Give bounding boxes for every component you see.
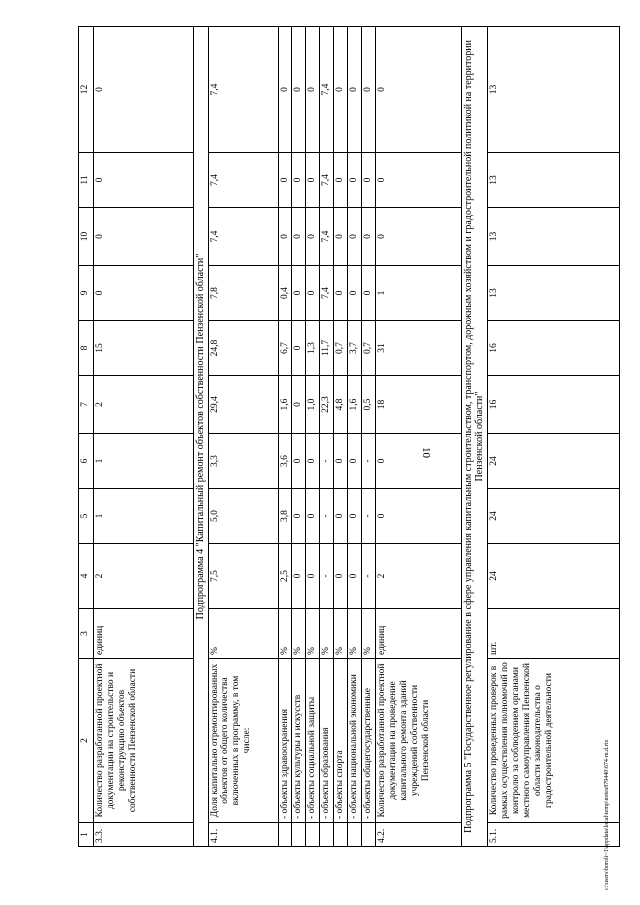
value-cell: 0 <box>348 27 362 153</box>
value-cell: 4,8 <box>334 376 348 434</box>
value-cell: 11,7 <box>320 321 334 376</box>
value-cell: 0 <box>348 208 362 266</box>
header-cell: 9 <box>79 266 94 321</box>
value-cell: 1,0 <box>306 376 320 434</box>
row-number <box>292 823 306 847</box>
value-cell: 7,4 <box>320 208 334 266</box>
section-row <box>194 27 209 847</box>
value-cell: 2 <box>94 544 194 609</box>
value-cell: 0 <box>292 544 306 609</box>
value-cell: 7,4 <box>208 153 278 208</box>
value-cell: 6,7 <box>278 321 292 376</box>
value-cell: 0 <box>375 489 461 544</box>
table-header-row <box>79 27 94 847</box>
section-row <box>461 27 487 847</box>
value-cell: 3,7 <box>348 321 362 376</box>
value-cell: 0 <box>292 27 306 153</box>
header-cell: 1 <box>79 823 94 847</box>
value-cell: 0 <box>334 27 348 153</box>
value-cell: 0 <box>306 153 320 208</box>
subrow <box>334 27 348 847</box>
row-number <box>320 823 334 847</box>
value-cell: 0 <box>334 544 348 609</box>
indicator-name: Доля капитально отремонтированных объектов от общего количества включенных в программу, в том числе: <box>208 659 278 823</box>
value-cell: 13 <box>487 266 619 321</box>
row-number <box>278 823 292 847</box>
value-cell: - <box>362 434 376 489</box>
indicator-name: - объекты здравоохранения <box>278 659 292 823</box>
value-cell: 15 <box>94 321 194 376</box>
value-cell: 22,3 <box>320 376 334 434</box>
value-cell: 0 <box>306 208 320 266</box>
indicator-name: - объекты культуры и искусств <box>292 659 306 823</box>
value-cell: 13 <box>487 208 619 266</box>
value-cell: 24 <box>487 434 619 489</box>
value-cell: 0 <box>306 266 320 321</box>
row-number <box>334 823 348 847</box>
header-cell: 3 <box>79 609 94 659</box>
value-cell: - <box>362 489 376 544</box>
unit-cell: % <box>306 609 320 659</box>
value-cell: 0 <box>348 544 362 609</box>
unit-cell: % <box>348 609 362 659</box>
value-cell: 0 <box>292 266 306 321</box>
value-cell: 0 <box>348 153 362 208</box>
header-cell: 12 <box>79 27 94 153</box>
value-cell: 0 <box>94 27 194 153</box>
subrow <box>362 27 376 847</box>
footer-path: c:\users\boroli~1\appdata\local\temp\notes879440\674-m.d.rtx <box>604 739 610 890</box>
indicator-name: - объекты образования <box>320 659 334 823</box>
value-cell: 7,4 <box>320 27 334 153</box>
value-cell: 0 <box>362 266 376 321</box>
unit-cell: шт. <box>487 609 619 659</box>
value-cell: 0 <box>292 489 306 544</box>
value-cell: 7,4 <box>208 208 278 266</box>
header-cell: 7 <box>79 376 94 434</box>
value-cell: 0 <box>94 208 194 266</box>
indicator-name: Количество проведенных проверок в рамках осуществления полномочий по контролю за соблюдением органами местного самоуправления Пензенской области законодательства о градостроительной деятельности <box>487 659 619 823</box>
row-number: 5.1. <box>487 823 619 847</box>
value-cell: 16 <box>487 376 619 434</box>
unit-cell: % <box>208 609 278 659</box>
value-cell: 0 <box>375 434 461 489</box>
indicator-name: - объекты социальной защиты <box>306 659 320 823</box>
value-cell: 24 <box>487 489 619 544</box>
row-number: 3.3. <box>94 823 194 847</box>
value-cell: 3,6 <box>278 434 292 489</box>
row-number: 4.2. <box>375 823 461 847</box>
value-cell: 0,4 <box>278 266 292 321</box>
value-cell: 0 <box>292 153 306 208</box>
value-cell: 0 <box>375 27 461 153</box>
value-cell: 1 <box>94 489 194 544</box>
header-cell: 4 <box>79 544 94 609</box>
value-cell: 16 <box>487 321 619 376</box>
subrow <box>292 27 306 847</box>
unit-cell: % <box>278 609 292 659</box>
indicator-name: Количество разработанной проектной документации на строительство и реконструкцию объектов собственности Пензенской области <box>94 659 194 823</box>
header-cell: 8 <box>79 321 94 376</box>
value-cell: 2 <box>94 376 194 434</box>
unit-cell: единиц <box>375 609 461 659</box>
row-number <box>348 823 362 847</box>
value-cell: 13 <box>487 27 619 153</box>
unit-cell: % <box>292 609 306 659</box>
rotated-table-container <box>78 27 576 847</box>
value-cell: 0 <box>334 489 348 544</box>
header-cell: 5 <box>79 489 94 544</box>
value-cell: 7,5 <box>208 544 278 609</box>
value-cell: 0,7 <box>362 321 376 376</box>
value-cell: 0 <box>292 321 306 376</box>
value-cell: 0 <box>362 27 376 153</box>
value-cell: 0 <box>292 376 306 434</box>
value-cell: - <box>320 434 334 489</box>
value-cell: - <box>320 489 334 544</box>
row-number <box>306 823 320 847</box>
unit-cell: единиц <box>94 609 194 659</box>
subrow <box>348 27 362 847</box>
value-cell: 0 <box>292 208 306 266</box>
subrow <box>320 27 334 847</box>
value-cell: 13 <box>487 153 619 208</box>
indicator-name: Количество разработанной проектной документации на проведение капитального ремонта зданий учреждений собственности Пензенской области <box>375 659 461 823</box>
value-cell: 3,8 <box>278 489 292 544</box>
row-number <box>362 823 376 847</box>
value-cell: 0 <box>306 489 320 544</box>
header-cell: 6 <box>79 434 94 489</box>
indicator-name: - объекты общегосударственные <box>362 659 376 823</box>
value-cell: 0 <box>306 544 320 609</box>
value-cell: 0 <box>348 266 362 321</box>
value-cell: 0 <box>292 434 306 489</box>
value-cell: - <box>362 544 376 609</box>
value-cell: 0 <box>375 153 461 208</box>
value-cell: 0 <box>94 153 194 208</box>
value-cell: 7,4 <box>320 153 334 208</box>
value-cell: 1,3 <box>306 321 320 376</box>
indicator-name: - объекты спорта <box>334 659 348 823</box>
header-cell: 11 <box>79 153 94 208</box>
unit-cell: % <box>320 609 334 659</box>
header-cell: 10 <box>79 208 94 266</box>
value-cell: 24 <box>487 544 619 609</box>
subrow <box>278 27 292 847</box>
indicator-name: - объекты национальной экономики <box>348 659 362 823</box>
section-title: Подпрограмма 5 "Государственное регулирование в сфере управления капитальным строительством, транспортом, дорожным хозяйством и градостроительной политикой на территории Пензенской области" <box>461 27 487 847</box>
value-cell: 1,6 <box>278 376 292 434</box>
value-cell: 3,3 <box>208 434 278 489</box>
value-cell: 24,8 <box>208 321 278 376</box>
value-cell: 0 <box>334 266 348 321</box>
value-cell: 0 <box>306 27 320 153</box>
value-cell: 0 <box>348 434 362 489</box>
value-cell: 7,8 <box>208 266 278 321</box>
subrow <box>306 27 320 847</box>
table-row <box>208 27 278 847</box>
value-cell: 1 <box>94 434 194 489</box>
value-cell: 0 <box>334 434 348 489</box>
unit-cell: % <box>334 609 348 659</box>
value-cell: 18 <box>375 376 461 434</box>
table-row <box>94 27 194 847</box>
table-row <box>375 27 461 847</box>
value-cell: 0 <box>362 208 376 266</box>
value-cell: 0 <box>362 153 376 208</box>
value-cell: 31 <box>375 321 461 376</box>
page-number: 10 <box>420 447 432 458</box>
value-cell: 5,0 <box>208 489 278 544</box>
value-cell: 0 <box>348 489 362 544</box>
unit-cell: % <box>362 609 376 659</box>
value-cell: 0 <box>334 208 348 266</box>
value-cell: 0 <box>306 434 320 489</box>
row-number: 4.1. <box>208 823 278 847</box>
section-title: Подпрограмма 4 "Капитальный ремонт объектов собственности Пензенской области" <box>194 27 209 847</box>
value-cell: 1,6 <box>348 376 362 434</box>
value-cell: 1 <box>375 266 461 321</box>
value-cell: 7,4 <box>320 266 334 321</box>
header-cell: 2 <box>79 659 94 823</box>
value-cell: - <box>320 544 334 609</box>
value-cell: 0 <box>375 208 461 266</box>
value-cell: 0,5 <box>362 376 376 434</box>
value-cell: 7,4 <box>208 27 278 153</box>
value-cell: 2,5 <box>278 544 292 609</box>
value-cell: 0 <box>278 27 292 153</box>
table-row <box>487 27 619 847</box>
value-cell: 0,7 <box>334 321 348 376</box>
value-cell: 29,4 <box>208 376 278 434</box>
value-cell: 0 <box>278 153 292 208</box>
value-cell: 0 <box>94 266 194 321</box>
indicators-table <box>78 26 620 847</box>
value-cell: 0 <box>334 153 348 208</box>
value-cell: 2 <box>375 544 461 609</box>
value-cell: 0 <box>278 208 292 266</box>
